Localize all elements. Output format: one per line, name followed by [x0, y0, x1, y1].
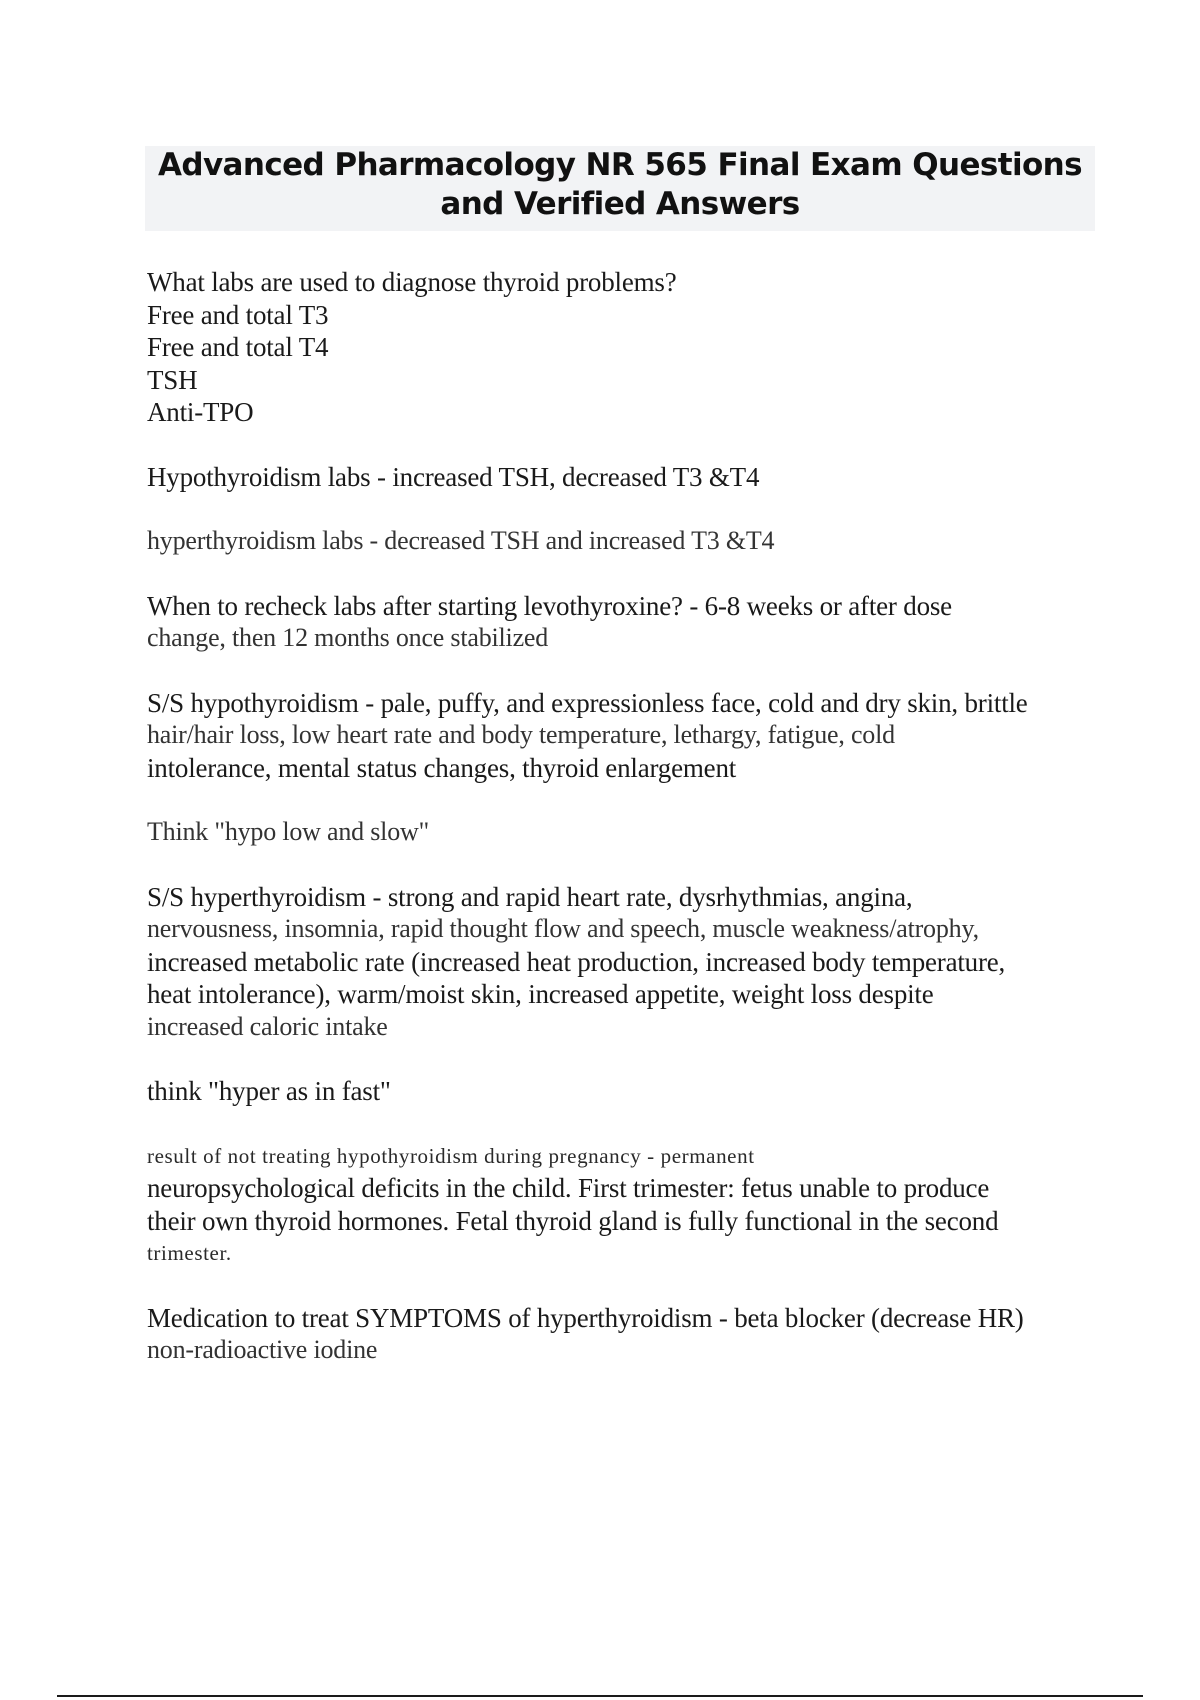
answer-line: Anti-TPO	[147, 397, 254, 427]
qa-block-recheck-labs	[147, 590, 1097, 655]
qa-line: intolerance, mental status changes, thyroid enlargement	[147, 752, 737, 783]
qa-line: increased metabolic rate (increased heat production, increased body temperature,	[147, 946, 1006, 977]
qa-line: heat intolerance), warm/moist skin, increased appetite, weight loss despite	[147, 979, 934, 1009]
qa-line: non-radioactive iodine	[147, 1335, 378, 1364]
qa-block-pregnancy	[147, 1140, 1097, 1270]
qa-line: S/S hyperthyroidism - strong and rapid heart rate, dysrhythmias, angina,	[147, 881, 913, 912]
qa-line: hair/hair loss, low heart rate and body temperature, lethargy, fatigue, cold	[147, 720, 895, 749]
qa-line: Hypothyroidism labs - increased TSH, decreased T3 &T4	[147, 461, 760, 492]
qa-line: think "hyper as in fast"	[147, 1076, 391, 1106]
qa-line: Medication to treat SYMPTOMS of hyperthyroidism - beta blocker (decrease HR)	[147, 1302, 1024, 1333]
answer-line: Free and total T4	[147, 332, 329, 362]
qa-line: trimester.	[147, 1241, 232, 1265]
qa-block-hyperthyroidism-medication	[147, 1302, 1097, 1367]
qa-line: neuropsychological deficits in the child. First trimester: fetus unable to produce	[147, 1173, 990, 1203]
qa-line: their own thyroid hormones. Fetal thyroid gland is fully functional in the second	[147, 1205, 999, 1236]
qa-block-thyroid-labs	[147, 266, 1097, 429]
title-line: and Verified Answers	[440, 186, 800, 222]
answer-line: Free and total T3	[147, 299, 329, 330]
page-bottom-divider	[57, 1695, 1143, 1697]
qa-block-hypo-mnemonic	[147, 816, 1097, 849]
document-body	[147, 266, 1097, 1399]
qa-block-hypothyroidism-labs	[147, 461, 1097, 494]
document-title	[145, 146, 1095, 231]
qa-block-hyperthyroidism-symptoms	[147, 881, 1097, 1044]
qa-line: increased caloric intake	[147, 1011, 388, 1041]
qa-line: Think "hypo low and slow"	[147, 817, 429, 846]
qa-line: nervousness, insomnia, rapid thought flow and speech, muscle weakness/atrophy,	[147, 914, 979, 943]
qa-line: change, then 12 months once stabilized	[147, 623, 549, 652]
qa-line: hyperthyroidism labs - decreased TSH and increased T3 &T4	[147, 526, 775, 555]
qa-line: result of not treating hypothyroidism during pregnancy - permanent	[147, 1143, 755, 1168]
title-line: Advanced Pharmacology NR 565 Final Exam Questions	[157, 147, 1083, 183]
qa-block-hyper-mnemonic	[147, 1075, 1097, 1108]
qa-line: When to recheck labs after starting levothyroxine? - 6-8 weeks or after dose	[147, 590, 952, 621]
qa-line: S/S hypothyroidism - pale, puffy, and expressionless face, cold and dry skin, brittle	[147, 687, 1028, 718]
question-line: What labs are used to diagnose thyroid problems?	[147, 267, 677, 297]
qa-block-hypothyroidism-symptoms	[147, 687, 1097, 785]
qa-block-hyperthyroidism-labs	[147, 525, 1097, 558]
answer-line: TSH	[147, 364, 198, 395]
